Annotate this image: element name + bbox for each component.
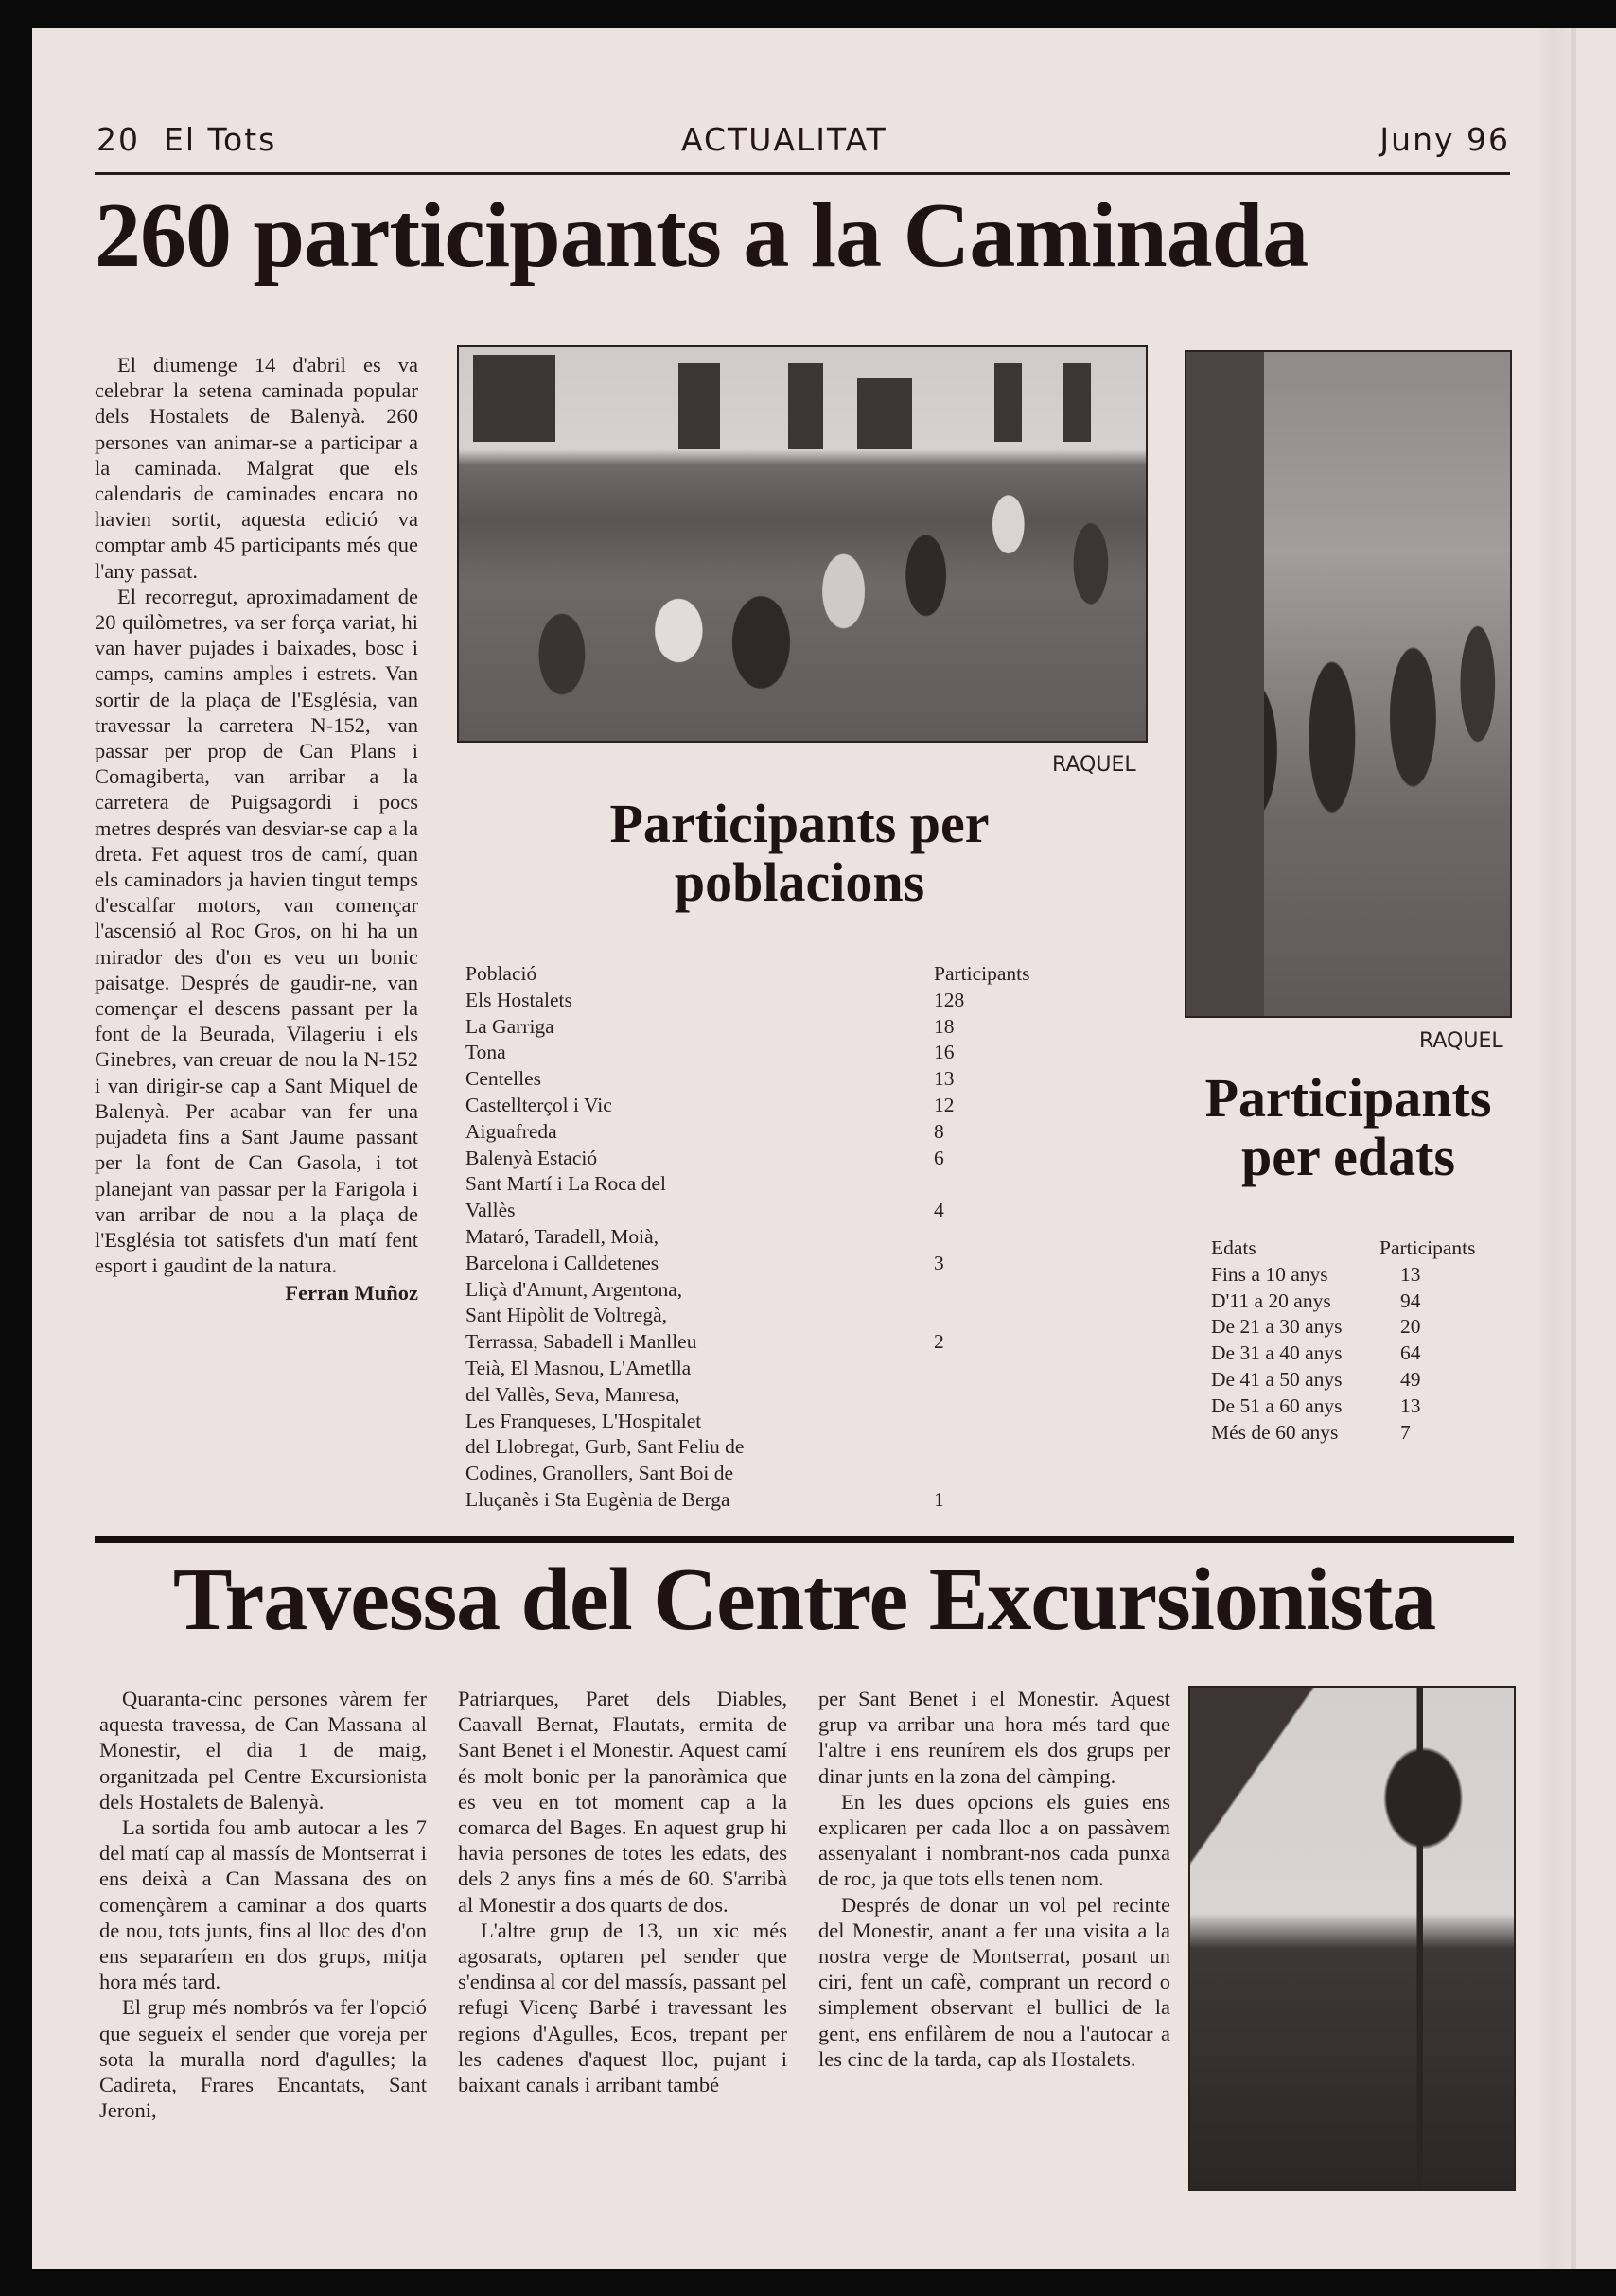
table-row: [1211, 1420, 1514, 1446]
group-of-walkers-in-square-photo: [457, 345, 1148, 743]
table-row: [1211, 1341, 1514, 1367]
article2-column-3: [818, 1686, 1170, 2072]
table-row: [465, 1329, 1033, 1356]
photo1-credit: RAQUEL: [1052, 753, 1136, 777]
table-row: [1211, 1314, 1514, 1341]
article2-paragraph: per Sant Benet i el Monestir. Aquest grup va arribar una hora més tard que l'altre i ens reunírem els dos grups per dinar junts en la zona del càmping.: [818, 1687, 1170, 1788]
article2-paragraph: En les dues opcions els guies ens explicaren per cada lloc a on passàvem assenyalant i nombrant-nos cada punxa de roc, ja que tots ells tenen nom.: [818, 1789, 1170, 1891]
town-name: Vallès: [465, 1199, 516, 1222]
building-window: [473, 355, 555, 442]
town-name: del Vallès, Seva, Manresa,: [465, 1382, 680, 1406]
page-fold-shadow: [1571, 28, 1576, 2269]
article2-paragraph: La sortida fou amb autocar a les 7 del matí cap al massís de Montserrat i ens deixà a Can Massana des on començàrem a caminar a dos quarts de nou, tots junts, fins al lloc des d'on ens separaríem en dos grups, mitja hora més tard.: [99, 1815, 427, 1994]
table-row: [465, 1382, 1033, 1409]
column-header-age: Edats: [1211, 1236, 1256, 1259]
participant-count: 13: [1400, 1393, 1421, 1417]
table-row: [465, 1224, 1033, 1251]
table-row: [465, 1303, 1033, 1329]
walkers-by-stone-wall-photo: [1185, 350, 1512, 1018]
header-rule: [95, 172, 1510, 175]
hikers-resting-under-pine-tree-photo: [1188, 1686, 1516, 2191]
article2-column-1: [99, 1686, 427, 2123]
article2-paragraph: Després de donar un vol pel recinte del Monestir, anant a fer una visita a la nostra verge de Montserrat, posant un ciri, fent un cafè, comprant un record o simplement observant el bullici de la gent, ens enfilàrem de nou a l'autocar a les cinc de la tarda, cap als Hostalets.: [818, 1892, 1170, 2071]
participant-count: 7: [1400, 1420, 1411, 1444]
table-row: [465, 1040, 1033, 1066]
page-number: 20: [97, 121, 140, 158]
town-name: La Garriga: [465, 1014, 554, 1038]
table-row: [465, 1146, 1033, 1172]
table-row: [465, 1251, 1033, 1277]
table-row: [465, 1434, 1033, 1461]
participant-count: 49: [1400, 1367, 1421, 1391]
participant-count: 13: [934, 1067, 955, 1091]
town-name: Balenyà Estació: [465, 1146, 598, 1169]
section-divider: [95, 1536, 1514, 1543]
town-name: Aiguafreda: [465, 1119, 557, 1143]
article1-author: Ferran Muñoz: [285, 1281, 418, 1306]
participant-count: 64: [1400, 1341, 1421, 1365]
town-name: Centelles: [465, 1067, 542, 1091]
article2-paragraph: Quaranta-cinc persones vàrem fer aquesta travessa, de Can Massana al Monestir, el dia 1 de maig, organitzada pel Centre Excursionista dels Hostalets de Balenyà.: [99, 1687, 427, 1814]
article2-paragraph: Patriarques, Paret dels Diables, Caavall Bernat, Flautats, ermita de Sant Benet i el Monestir. Aquest camí és molt bonic per la panoràmica que es veu en tot moment cap a la comarca del Bages. En aquest grup hi havia persones de totes les edats, des dels 2 anys fins a més de 60. S'arribà al Monestir a dos quarts de dos.: [458, 1687, 787, 1917]
town-name: Sant Hipòlit de Voltregà,: [465, 1304, 667, 1327]
town-name: del Llobregat, Gurb, Sant Feliu de: [465, 1435, 745, 1459]
participant-count: 16: [934, 1041, 955, 1064]
table-row: [465, 1409, 1033, 1435]
age-range: De 51 a 60 anys: [1211, 1393, 1343, 1417]
building-door: [857, 378, 912, 449]
table-row: [465, 1461, 1033, 1487]
participant-count: 94: [1400, 1288, 1421, 1312]
photo2-credit: RAQUEL: [1419, 1029, 1503, 1053]
running-header: [95, 121, 1510, 167]
header-left: [97, 121, 276, 158]
table-row: [1211, 1262, 1514, 1288]
article2-column-2: [458, 1686, 787, 2097]
town-name: Les Franqueses, L'Hospitalet: [465, 1409, 702, 1432]
article1-headline: 260 participants a la Caminada: [95, 184, 1309, 287]
age-range: De 41 a 50 anys: [1211, 1367, 1343, 1391]
age-range: De 31 a 40 anys: [1211, 1341, 1343, 1365]
article2-paragraph: El grup més nombrós va fer l'opció que segueix el sender que voreja per sota la muralla nord d'agulles; la Cadireta, Frares Encantats, Sant Jeroni,: [99, 1995, 427, 2123]
table-row: [465, 1119, 1033, 1146]
participant-count: 128: [934, 988, 965, 1011]
table-row: [465, 1356, 1033, 1382]
participant-count: 18: [934, 1014, 955, 1038]
publication-name: El Tots: [163, 121, 277, 158]
building-door: [788, 363, 822, 450]
participant-count: 4: [934, 1199, 944, 1222]
article1-body: [95, 352, 418, 1306]
participant-count: 12: [934, 1093, 955, 1116]
table-row: [465, 1171, 1033, 1198]
town-name: Lluçanès i Sta Eugènia de Berga: [465, 1487, 730, 1511]
participant-count: 2: [934, 1330, 944, 1354]
towns-table: [465, 961, 1033, 1514]
town-name: Teià, El Masnou, L'Ametlla: [465, 1356, 692, 1379]
participant-count: 8: [934, 1119, 944, 1143]
article1-paragraph: El diumenge 14 d'abril es va celebrar la setena caminada popular dels Hostalets de Balenyà. 260 persones van animar-se a participar a la caminada. Malgrat que els calendaris de caminades encara no havien sortit, aquesta edició va comptar amb 45 participants més que l'any passat.: [95, 353, 418, 583]
building-window: [678, 363, 720, 450]
table-row: [465, 1487, 1033, 1514]
building-window: [1063, 363, 1091, 442]
article2-headline: Travessa del Centre Excursionista: [172, 1551, 1436, 1649]
table-row: [465, 1277, 1033, 1304]
column-header-participants: Participants: [934, 962, 1030, 985]
section-name: ACTUALITAT: [681, 121, 887, 158]
ages-table: [1211, 1236, 1514, 1446]
towns-table-title: Participants per poblacions: [609, 793, 990, 913]
participant-count: 20: [1400, 1315, 1421, 1339]
age-range: De 21 a 30 anys: [1211, 1315, 1343, 1339]
age-range: Més de 60 anys: [1211, 1420, 1339, 1444]
table-row: [465, 1014, 1033, 1041]
town-name: Codines, Granollers, Sant Boi de: [465, 1462, 734, 1485]
issue-date: Juny 96: [1379, 121, 1510, 158]
article2-paragraph: L'altre grup de 13, un xic més agosarats, optaren pel sender que s'endinsa al cor del massís, passant pel refugi Vicenç Barbé i travessant les regions d'Agulles, Ecos, trepant per les cadenes d'aquest lloc, pujant i baixant canals i arribant també: [458, 1918, 787, 2097]
town-name: Els Hostalets: [465, 988, 572, 1011]
table-row: [1211, 1367, 1514, 1393]
towns-table-header: [465, 961, 1033, 988]
town-name: Lliçà d'Amunt, Argentona,: [465, 1277, 683, 1301]
article1-paragraph: El recorregut, aproximadament de 20 quilòmetres, va ser força variat, hi van haver pujades i baixades, bosc i camps, camins amples i estrets. Van sortir de la plaça de l'Església, van travessar la carretera N-152, van passar per prop de Can Plans i Comagiberta, van arribar a la carretera de Puigsagordi i pocs metres després van desviar-se cap a la dreta. Fet aquest tros de camí, quan els caminadors ja havien tingut temps d'escalfar motors, van començar l'ascensió al Roc Gros, on hi ha un mirador des d'on es veu un bonic paisatge. Després de gaudir-ne, van començar el descens passant per la font de la Beurada, Vilageriu i els Ginebres, van creuar de nou la N-152 i van dirigir-se cap a Sant Miquel de Balenyà. Per acabar van fer una pujadeta fins a Sant Jaume passant per la font de Can Gasola, i tot planejant van passar per la Farigola i van arribar de nou a la plaça de l'Església tot satisfets d'un matí fent esport i gaudint de la natura.: [95, 584, 418, 1278]
table-row: [465, 1093, 1033, 1119]
town-name: Tona: [465, 1041, 506, 1064]
building-window: [994, 363, 1022, 442]
participant-count: 6: [934, 1146, 944, 1169]
town-name: Sant Martí i La Roca del: [465, 1172, 666, 1196]
ages-table-header: [1211, 1236, 1514, 1262]
participant-count: 3: [934, 1251, 944, 1274]
towns-table-body: [465, 988, 1033, 1514]
town-name: Castellterçol i Vic: [465, 1093, 612, 1116]
participant-count: 1: [934, 1487, 944, 1511]
table-row: [465, 988, 1033, 1014]
table-row: [1211, 1288, 1514, 1315]
ages-table-body: [1211, 1262, 1514, 1446]
town-name: Mataró, Taradell, Moià,: [465, 1224, 659, 1248]
ages-table-title: Participants per edats: [1204, 1067, 1492, 1187]
column-header-participants: Participants: [1379, 1236, 1476, 1259]
table-row: [465, 1066, 1033, 1093]
column-header-town: Població: [465, 962, 537, 985]
table-row: [1211, 1393, 1514, 1420]
age-range: D'11 a 20 anys: [1211, 1288, 1331, 1312]
table-row: [465, 1198, 1033, 1224]
town-name: Barcelona i Calldetenes: [465, 1251, 659, 1274]
age-range: Fins a 10 anys: [1211, 1262, 1328, 1286]
town-name: Terrassa, Sabadell i Manlleu: [465, 1330, 697, 1354]
participant-count: 13: [1400, 1262, 1421, 1286]
